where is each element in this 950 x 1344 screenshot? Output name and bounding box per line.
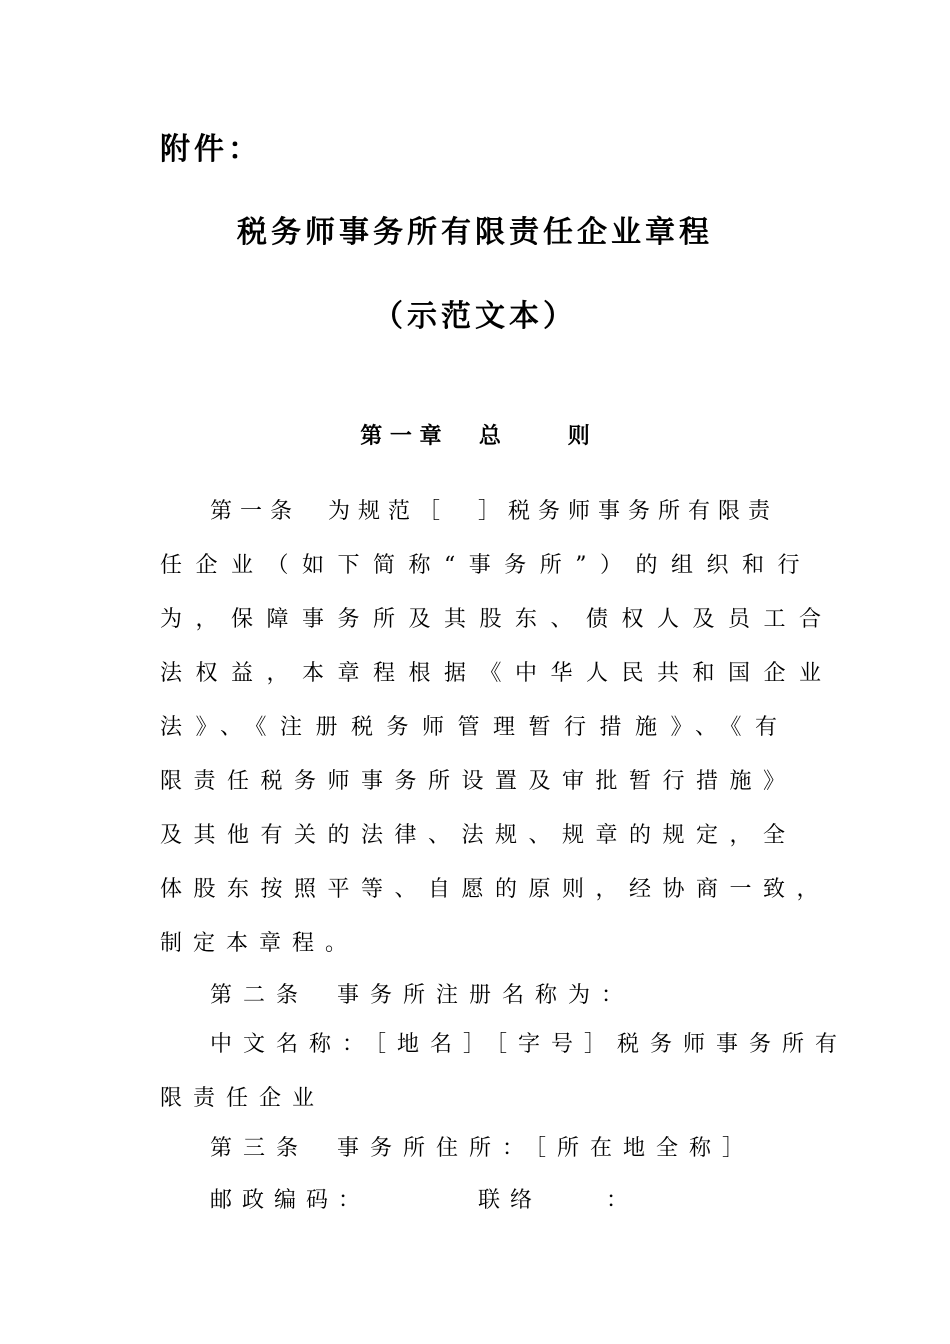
article-1-first-line xyxy=(210,497,778,527)
article-2-line xyxy=(210,981,634,1011)
document-title: 税务师事务所有限责任企业章程 xyxy=(237,215,713,250)
article-3-text: 事务所住所：［所在地全称］ xyxy=(337,1136,756,1161)
article-1-line: 限责任税务师事务所设置及审批暂行措施》 xyxy=(160,769,797,794)
article-1-line: 制定本章程。 xyxy=(160,931,359,956)
attachment-label: 附件： xyxy=(160,132,262,167)
article-1-line: 体股东按照平等、自愿的原则，经协商一致， xyxy=(160,877,831,902)
article-1-text: 为规范［ ］税务师事务所有限责 xyxy=(328,499,779,524)
chapter-heading: 第 一 章 总 则 xyxy=(360,424,590,449)
article-2-text: 事务所注册名称为： xyxy=(337,983,635,1008)
contact-label: 联络 ： xyxy=(478,1188,639,1213)
article-1-label: 第一条 xyxy=(210,499,301,524)
article-2-chinese-name-line: 中文名称：［地名］［字号］税务师事务所有 xyxy=(210,1032,849,1057)
article-1-line: 法权益，本章程根据《中华人民共和国企业 xyxy=(160,661,835,686)
article-2-chinese-name-line: 限责任企业 xyxy=(160,1086,326,1111)
article-3-label: 第三条 xyxy=(210,1136,310,1161)
document-subtitle: （示范文本） xyxy=(373,299,577,334)
postcode-label: 邮政编码： xyxy=(210,1188,371,1213)
article-1-line: 任企业（如下简称“事务所”）的组织和行 xyxy=(160,553,813,578)
article-3-line xyxy=(210,1134,755,1164)
article-1-line: 法》、《注册税务师管理暂行措施》、《有 xyxy=(160,715,791,740)
article-2-label: 第二条 xyxy=(210,983,310,1008)
article-1-line: 及其他有关的法律、法规、规章的规定，全 xyxy=(160,823,797,848)
article-1-line: 为，保障事务所及其股东、债权人及员工合 xyxy=(160,607,835,632)
